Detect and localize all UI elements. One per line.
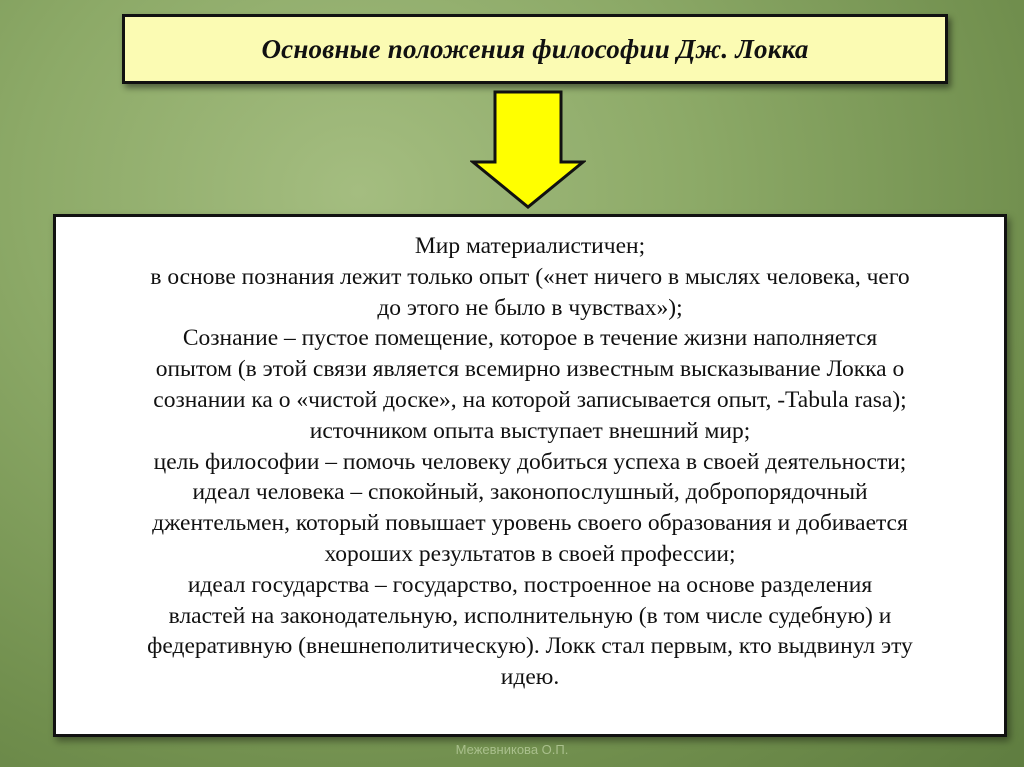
- content-line-6: сознании ка о «чистой доске», на которой записывается опыт, -Tabula rasa);: [153, 386, 907, 413]
- content-line-3: до этого не было в чувствах»);: [377, 294, 683, 321]
- content-line-7: источником опыта выступает внешний мир;: [309, 417, 751, 444]
- content-line-5: опытом (в этой связи является всемирно известным высказывание Локка о: [155, 356, 905, 383]
- content-line-12: идеал государства – государство, построенное на основе разделения: [187, 571, 873, 598]
- content-box: [53, 214, 1007, 737]
- title-box: [122, 14, 948, 84]
- down-arrow-icon: [470, 90, 586, 210]
- content-line-14: федеративную (внешнеполитическую). Локк стал первым, кто выдвинул эту: [147, 633, 913, 660]
- content-line-10: джентельмен, который повышает уровень своего образования и добивается: [152, 510, 908, 537]
- content-line-11: хороших результатов в своей профессии;: [324, 540, 736, 567]
- slide-title: Основные положения философии Дж. Локка: [261, 33, 809, 64]
- content-line-13: властей на законодательную, исполнительную (в том числе судебную) и: [168, 602, 892, 629]
- content-line-2: в основе познания лежит только опыт («нет ничего в мыслях человека, чего: [150, 263, 910, 290]
- content-line-15: идею.: [500, 664, 560, 691]
- content-line-8: цель философии – помочь человеку добиться успеха в своей деятельности;: [153, 448, 907, 475]
- content-line-4: Сознание – пустое помещение, которое в течение жизни наполняется: [182, 325, 878, 352]
- content-line-9: идеал человека – спокойный, законопослушный, добропорядочный: [192, 479, 868, 506]
- footer-author: Межевникова О.П.: [455, 742, 569, 757]
- content-list: [68, 231, 992, 693]
- content-line-1: Мир материалистичен;: [414, 233, 646, 259]
